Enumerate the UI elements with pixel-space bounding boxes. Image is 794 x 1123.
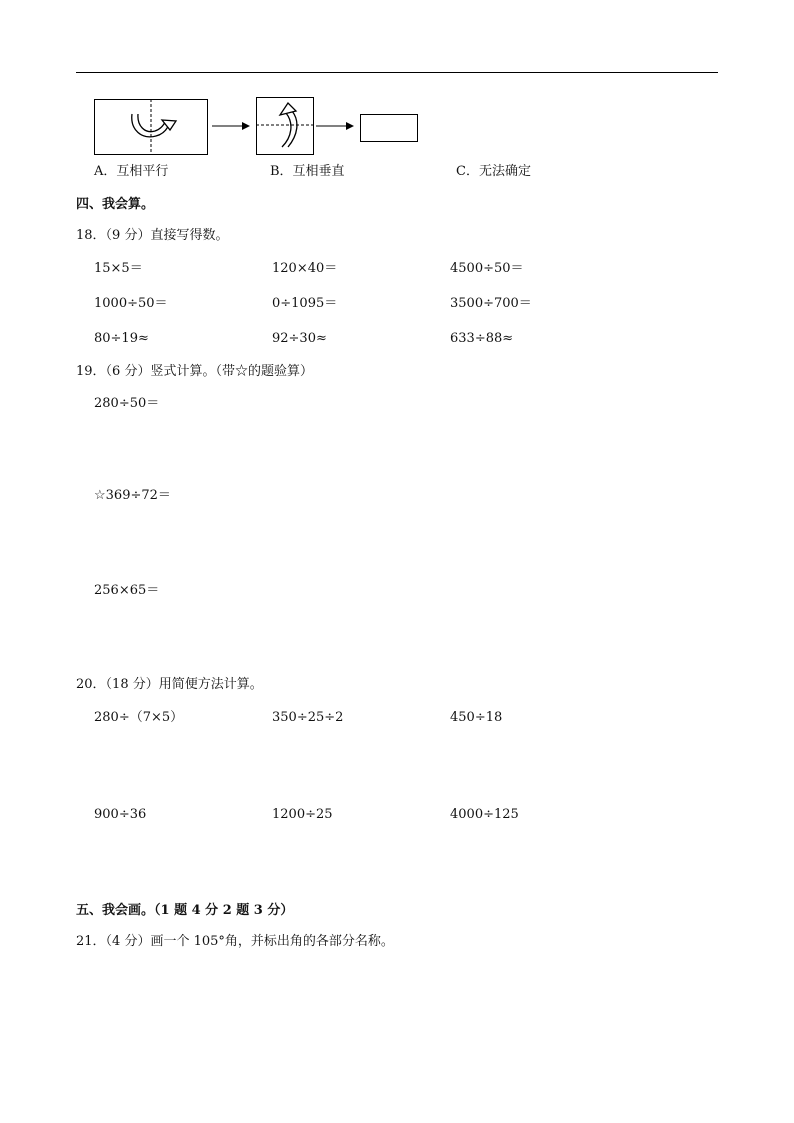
curved-arrow-up-icon — [272, 101, 300, 149]
q18-item: 633÷88≈ — [450, 331, 514, 346]
q18-item: 15×5＝ — [94, 261, 143, 276]
curved-arrow-icon — [126, 108, 182, 144]
q20-item: 280÷（7×5） — [94, 710, 184, 725]
q19-item: 256×65＝ — [94, 583, 160, 598]
option-b[interactable]: B．互相垂直 — [270, 164, 345, 179]
q19-item: ☆369÷72＝ — [94, 488, 171, 503]
q20-item: 350÷25÷2 — [272, 710, 344, 725]
q18-item: 3500÷700＝ — [450, 296, 532, 311]
q19-stem: 19．（6 分）竖式计算。（带☆的题验算） — [76, 364, 313, 379]
q18-item: 92÷30≈ — [272, 331, 327, 346]
q20-stem: 20．（18 分）用简便方法计算。 — [76, 677, 263, 692]
q20-item: 450÷18 — [450, 710, 503, 725]
header-rule — [76, 72, 718, 73]
q18-item: 0÷1095＝ — [272, 296, 338, 311]
q18-item: 4500÷50＝ — [450, 261, 524, 276]
q18-item: 120×40＝ — [272, 261, 338, 276]
q21-stem: 21．（4 分）画一个 105°角，并标出角的各部分名称。 — [76, 934, 394, 949]
option-a[interactable]: A．互相平行 — [94, 164, 169, 179]
q18-item: 80÷19≈ — [94, 331, 149, 346]
q18-stem: 18．（9 分）直接写得数。 — [76, 228, 229, 243]
paper-folded-twice — [360, 114, 418, 142]
q20-item: 1200÷25 — [272, 807, 333, 822]
arrow-right-icon-2 — [316, 121, 354, 131]
q18-item: 1000÷50＝ — [94, 296, 168, 311]
q20-item: 900÷36 — [94, 807, 147, 822]
section-4-title: 四、我会算。 — [76, 197, 155, 212]
option-c[interactable]: C．无法确定 — [456, 164, 531, 179]
q19-item: 280÷50＝ — [94, 396, 160, 411]
arrow-right-icon — [212, 121, 250, 131]
section-5-title: 五、我会画。（1 题 4 分 2 题 3 分） — [76, 903, 294, 918]
q20-item: 4000÷125 — [450, 807, 519, 822]
